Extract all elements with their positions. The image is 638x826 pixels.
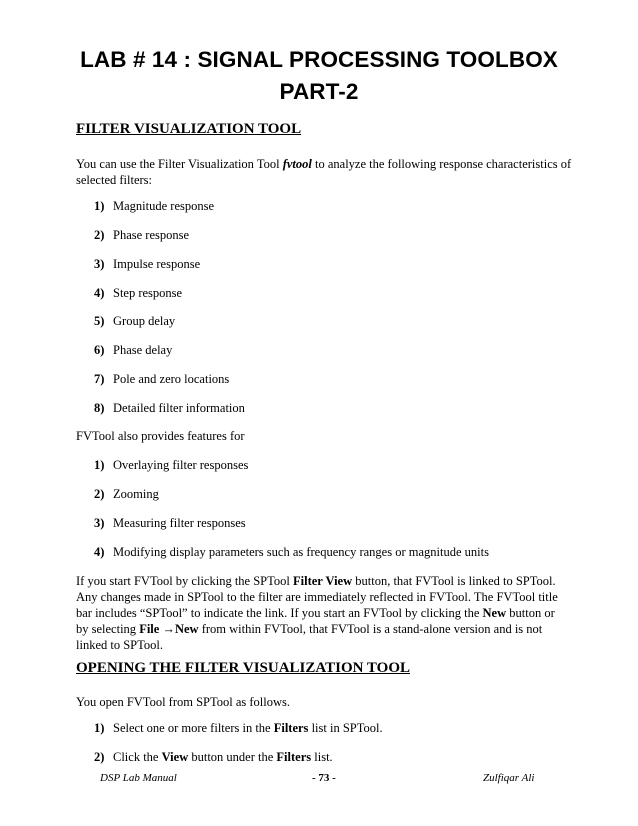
list-item: 2) Click the View button under the Filters list.: [94, 750, 333, 764]
list-item: 7) Pole and zero locations: [94, 372, 230, 386]
section-heading-filter-visualization: FILTER VISUALIZATION TOOL: [76, 121, 302, 137]
list-item: 3) Measuring filter responses: [94, 516, 246, 530]
features-intro: FVTool also provides features for: [76, 429, 245, 443]
right-arrow-icon: →: [162, 622, 175, 636]
footer-left: DSP Lab Manual: [100, 772, 177, 784]
list-item: 1) Magnitude response: [94, 199, 215, 213]
list-item: 4) Modifying display parameters such as frequency ranges or magnitude units: [94, 545, 489, 559]
fvtool-term: fvtool: [282, 157, 312, 171]
footer-right: Zulfiqar Ali: [483, 772, 535, 784]
sptool-link-paragraph: If you start FVTool by clicking the SPTool Filter View button, that FVTool is linked to SPTool. Any changes made in SPTool to the filter are immediately reflected in FVTool. The FVTool title bar includes “SPTool” to indicate the link. If you start an FVTool by clicking the New button or by selecting File →New from within FVTool, that FVTool is a stand-alone version and is not linked to SPTool.: [76, 574, 558, 652]
title-line-2: PART-2: [279, 79, 359, 104]
list-item: 5) Group delay: [94, 314, 176, 328]
list-item: 2) Phase response: [94, 228, 190, 242]
intro-paragraph: You can use the Filter Visualization Tool fvtool to analyze the following response characteristics of selected filters:: [76, 157, 572, 187]
list-item: 3) Impulse response: [94, 257, 201, 271]
list-item: 1) Overlaying filter responses: [94, 458, 249, 472]
opening-intro: You open FVTool from SPTool as follows.: [76, 695, 291, 709]
title-line-1: LAB # 14 : SIGNAL PROCESSING TOOLBOX: [80, 47, 558, 72]
list-item: 8) Detailed filter information: [94, 401, 245, 415]
list-item: 1) Select one or more filters in the Filters list in SPTool.: [94, 721, 383, 735]
page-number: - 73 -: [312, 772, 336, 784]
list-item: 6) Phase delay: [94, 343, 173, 357]
list-item: 4) Step response: [94, 286, 183, 300]
page-title: [40, 44, 598, 108]
section-heading-opening-fvtool: OPENING THE FILTER VISUALIZATION TOOL: [76, 660, 410, 676]
list-item: 2) Zooming: [94, 487, 159, 501]
